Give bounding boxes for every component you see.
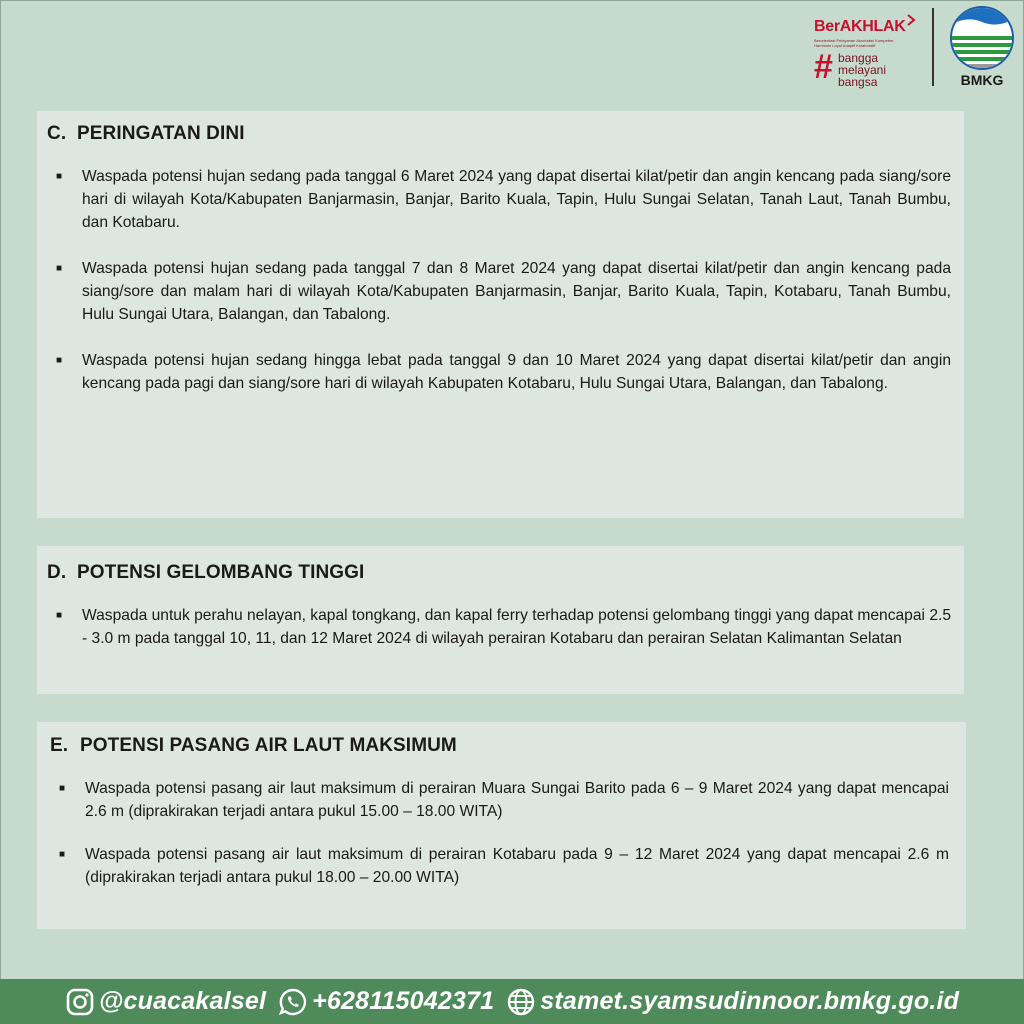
bmkg-label: BMKG [960,72,1004,88]
section-peringatan-dini [37,111,964,518]
bullet-icon: ■ [56,610,63,621]
list-item-text: Waspada potensi hujan sedang pada tanggal 6 Maret 2024 yang dapat disertai kilat/petir dan angin kencang pada siang/sore hari di wilayah Kota/Kabupaten Banjarmasin, Banjar, Barito Kuala, Tapin, Hulu Sungai Selatan, Tanah Laut, Tanah Bumbu, dan Kotabaru. [82,168,951,231]
list-item-text: Waspada untuk perahu nelayan, kapal tongkang, dan kapal ferry terhadap potensi gelombang tinggi yang dapat mencapai 2.5 - 3.0 m pada tanggal 10, 11, dan 12 Maret 2024 di wilayah perairan Kotabaru dan perairan Selatan Kalimantan Selatan [82,607,951,647]
tagline-word: bangsa [838,75,878,89]
section-letter: D. [47,562,67,583]
chevron-right-icon [906,14,916,26]
instagram-icon [65,987,95,1017]
section-heading [47,562,951,584]
bullet-list [50,777,949,889]
bullet-list [47,604,951,650]
list-item [47,257,951,326]
bmkg-emblem-icon [948,6,1016,70]
section-title: PERINGATAN DINI [77,123,245,144]
section-heading [47,123,951,145]
section-potensi-pasang-air-laut [37,722,966,929]
header-logos [814,4,1016,90]
hashtag-symbol: # [814,48,833,86]
list-item-text: Waspada potensi pasang air laut maksimum di perairan Muara Sungai Barito pada 6 – 9 Maret 2024 yang dapat mencapai 2.6 m (diprakirakan terjadi antara pukul 15.00 – 18.00 WITA) [85,780,949,820]
section-title: POTENSI GELOMBANG TINGGI [77,562,365,583]
bmkg-logo [948,6,1016,88]
berakhlak-title: BerAKHLAK [814,18,906,35]
section-potensi-gelombang-tinggi [37,546,964,694]
bullet-icon: ■ [59,783,66,794]
website-link[interactable] [506,987,959,1017]
globe-icon [506,987,536,1017]
instagram-contact[interactable] [65,987,266,1017]
bullet-list [47,165,951,395]
section-letter: C. [47,123,67,144]
tagline-word: melayani [838,63,887,77]
list-item [47,165,951,234]
section-heading [50,735,949,757]
tagline [838,52,886,88]
berakhlak-subtext: Berorientasi Pelayanan Akuntabel Kompeten Harmonis Loyal Adaptif Kolaboratif [814,38,894,48]
bullet-icon: ■ [59,849,66,860]
berakhlak-logo [814,8,922,89]
logo-divider [932,8,934,86]
list-item [50,777,949,823]
section-letter: E. [50,735,69,756]
tagline-word: bangga [838,51,879,65]
list-item-text: Waspada potensi pasang air laut maksimum di perairan Kotabaru pada 9 – 12 Maret 2024 yang dapat mencapai 2.6 m (diprakirakan terjadi antara pukul 18.00 – 20.00 WITA) [85,846,949,886]
whatsapp-icon [278,987,308,1017]
bullet-icon: ■ [56,355,63,366]
list-item [47,349,951,395]
website-url: stamet.syamsudinnoor.bmkg.go.id [540,987,960,1015]
footer-contact-bar [0,979,1024,1024]
list-item [50,843,949,889]
list-item [47,604,951,650]
whatsapp-number: +628115042371 [312,987,495,1015]
whatsapp-contact[interactable] [278,987,494,1017]
list-item-text: Waspada potensi hujan sedang hingga lebat pada tanggal 9 dan 10 Maret 2024 yang dapat disertai kilat/petir dan angin kencang pada pagi dan siang/sore hari di wilayah Kabupaten Kotabaru, Hulu Sungai Utara, Balangan, dan Tabalong. [82,352,951,392]
instagram-handle: @cuacakalsel [98,987,267,1015]
list-item-text: Waspada potensi hujan sedang pada tanggal 7 dan 8 Maret 2024 yang dapat disertai kilat/petir dan angin kencang pada siang/sore dan malam hari di wilayah Kota/Kabupaten Banjarmasin, Banjar, Barito Kuala, Tapin, Kotabaru, Tanah Bumbu, Hulu Sungai Utara, Balangan, dan Tabalong. [82,260,951,323]
bullet-icon: ■ [56,171,63,182]
section-title: POTENSI PASANG AIR LAUT MAKSIMUM [80,735,457,756]
bullet-icon: ■ [56,263,63,274]
